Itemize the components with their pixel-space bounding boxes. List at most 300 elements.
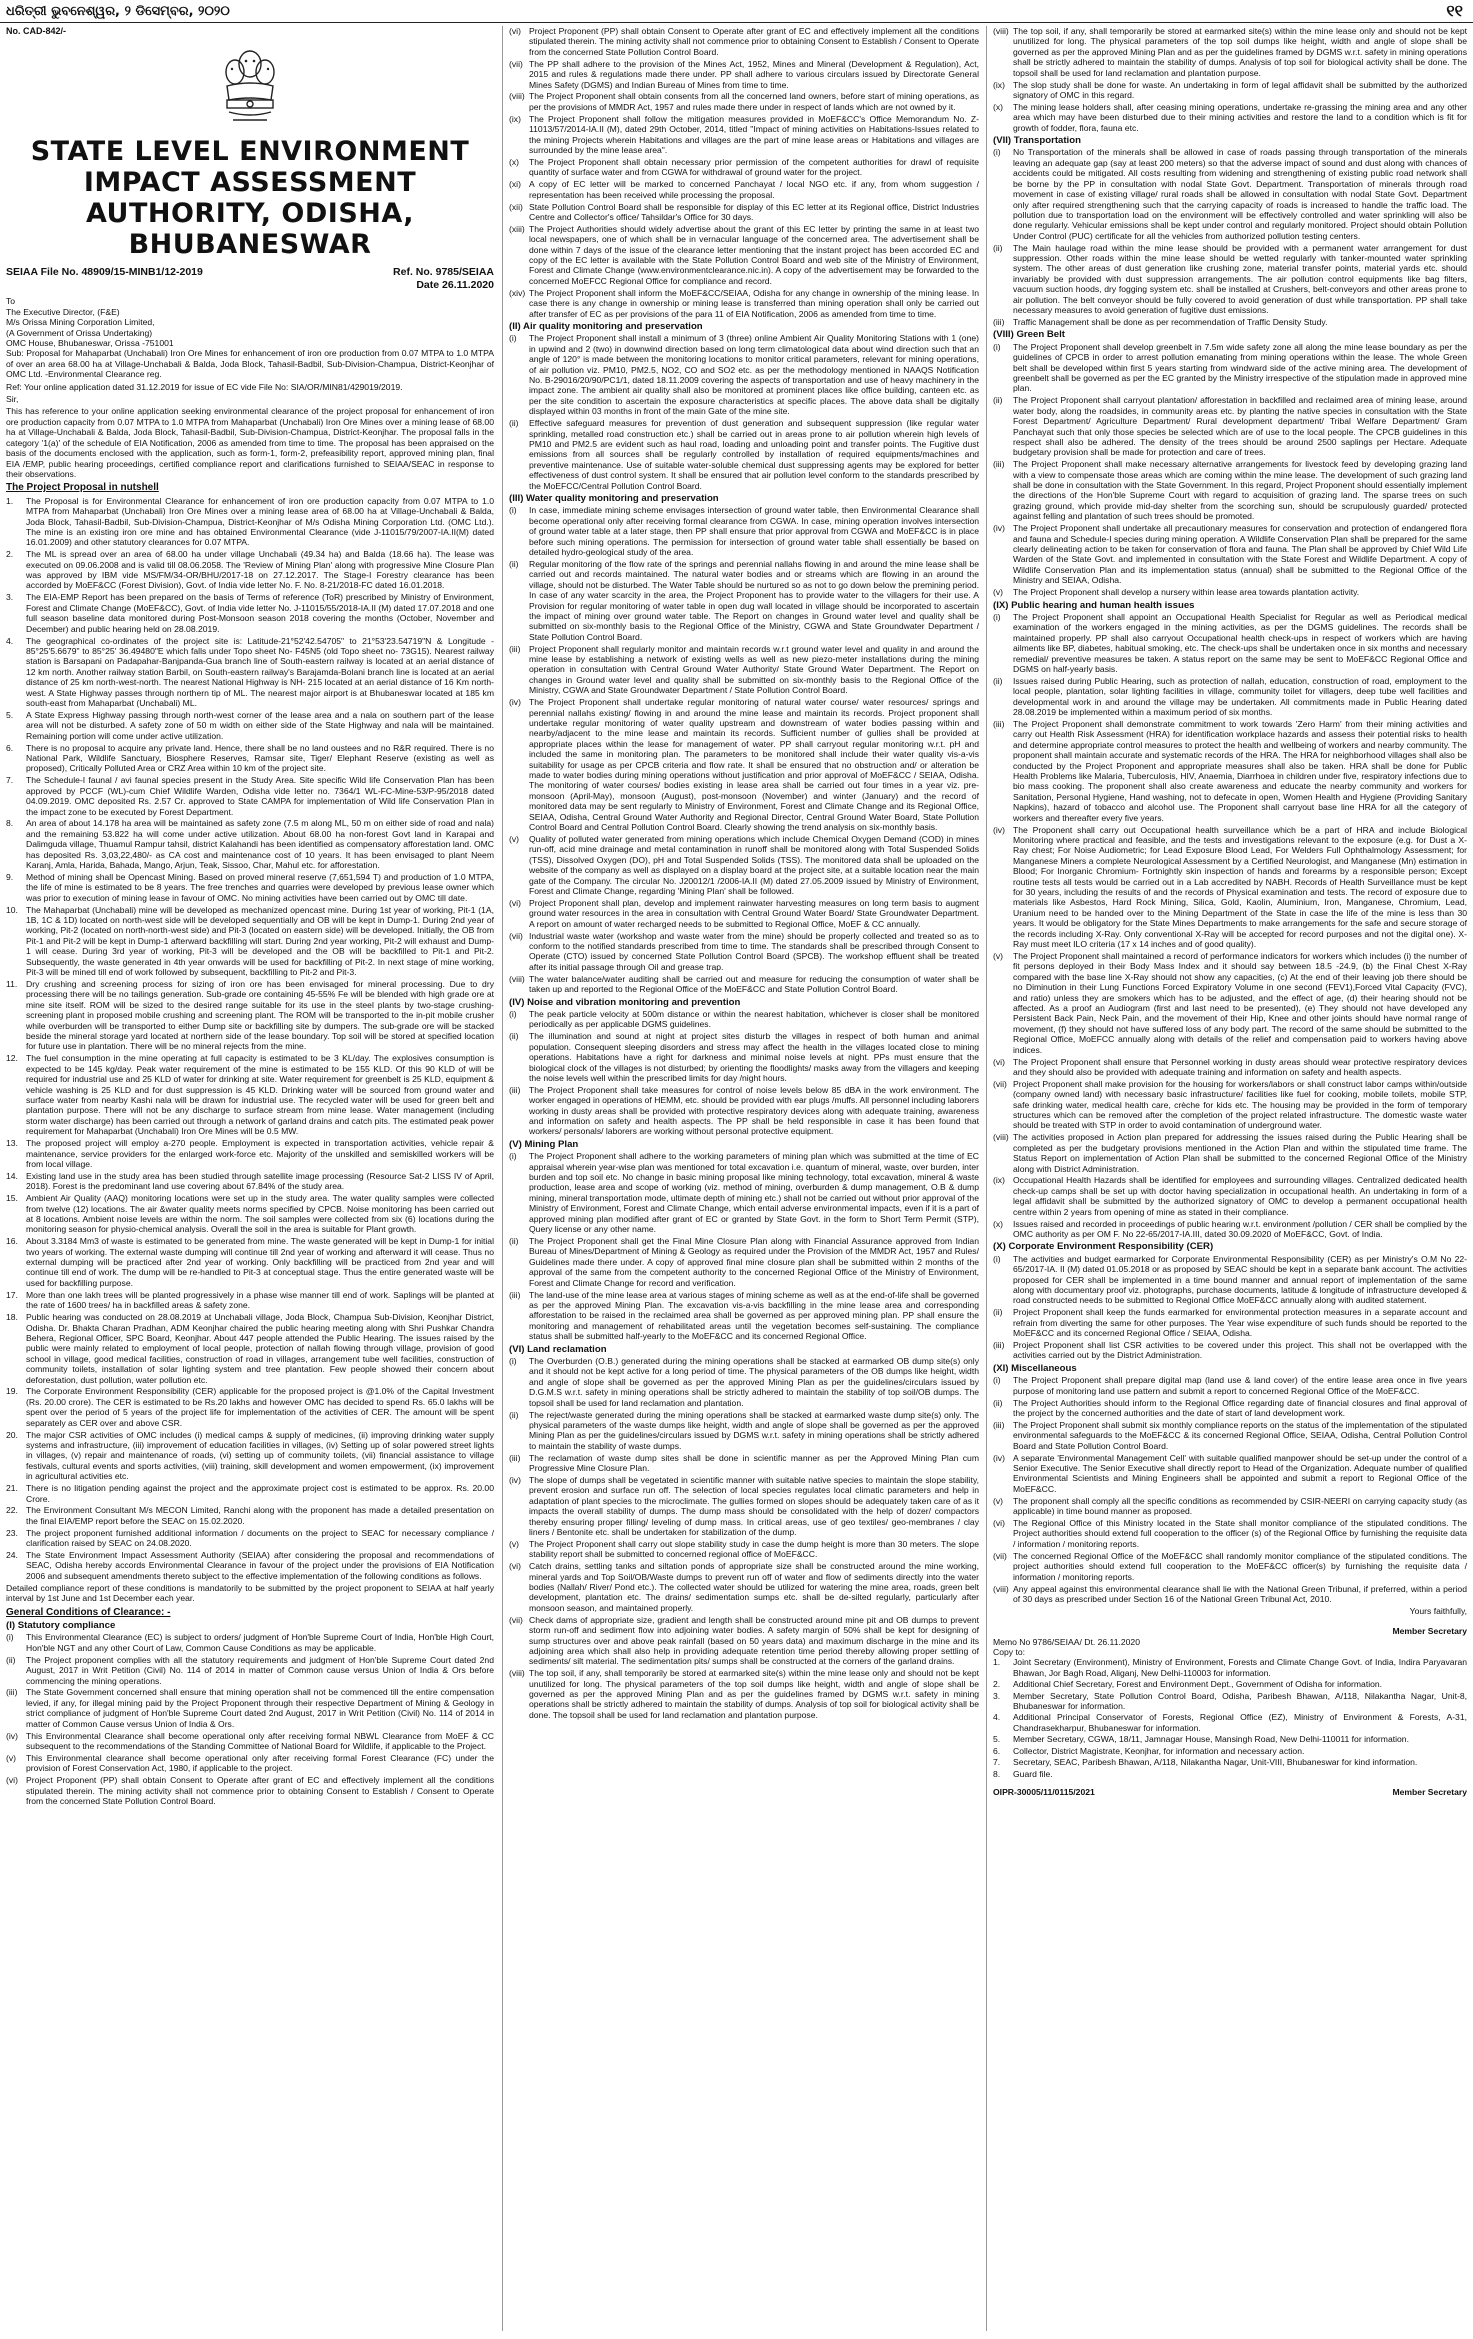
list-item-number: (vi) [509, 1561, 521, 1572]
list-item-text: The Regional Office of this Ministry located in the State shall monitor compliance of the stipulated conditions. The Project authorities should extend full cooperation to the officer (s) of the Regional Office by furnishing the requisite data / information / monitoring reports. [1013, 1518, 1467, 1549]
list-item-text: The Project Proponent shall obtain necessary prior permission of the competent authorities for drawl of requisite quantity of surface water and from CGWA for withdrawal of ground water for the project. [529, 156, 979, 178]
address-line: M/s Orissa Mining Corporation Limited, [6, 317, 155, 328]
list-item-text: The activities and budget earmarked for Corporate Environmental Responsibility (CER) as per Ministry's O.M No 22-65/2017-IA. II (M) dated 01.05.2018 or as proposed by SEAC should be kept in a separate bank account. The activities proposed for CER shall be implemented in a time bound manner and annual report of implementation of the same along with documentary proof viz. photographs, purchase documents, latitude & longitude of infrastructure developed & road constructed needs to be submitted to Regional Office MoEF&CC annually along with audited statement. [1013, 1253, 1467, 1306]
list-item-number: (i) [6, 1632, 14, 1643]
list-item-text: Collector, District Magistrate, Keonjhar, for information and necessary action. [1013, 1745, 1305, 1756]
footer-line [993, 1787, 1467, 1797]
list-item [993, 147, 1467, 241]
list-item-number: (ii) [509, 1031, 519, 1042]
list-item-text: Project Proponent (PP) shall obtain Consent to Operate after grant of EC and effectively implement all the conditions stipulated therein. The mining activity shall not commence prior to obtaining Consent to Establish / Consent to Operate from the concerned State Pollution Control Board. [26, 1775, 494, 1806]
list-item-text: The geographical co-ordinates of the project site is: Latitude-21°52'42.54705" to 21°53'23.54719"N & Longitude - 85°25'5.6679" to 85°25' 36.49480"E which falls under Topo sheet No- F45N5 (old Topo sheet no- 73G15). Nearest railway station is Barsapani on Padapahar-Banjpanda-Gua branch line of South-eastern railway is located at an aerial distance of 12 km north. Another railway station Barbil, on South-eastern railway's Barajamda-Bolani branch line is located at an aerial distance of 25 km north-west-north. The nearest National Highway is NH- 215 located at an aerial distance of 16 Km north-west. A State Highway passes through northern tip of ML. The nearest major airport is at Bhubaneswar located at 185 km south-east from Mahaparbat (Unchabali) ML. [26, 635, 494, 708]
list-item-text: Dry crushing and screening process for sizing of iron ore has been envisaged for mineral processing. Due to dry processing there will be no tailings generation. Sub-grade ore containing 45-55% Fe will be blended with high grade ore at mine site itself. ROM will be sized to the desired range suitable for its use in the steel plants by two-stage crushing-screening plant in proposed mobile crushing and screening plant. The ROM will be transported to the in-pit mobile crusher while overburden will be transported to either Dump site or backfilling site by dumpers. The sub-grade ore will be stacked beside the mineral storage yard located at northern side of the lease boundary. Top soil will be stored at specified location for future use in plantation. There will be no mineral rejects from the mine. [26, 979, 494, 1052]
list-item-text: The Project Proponent shall install a minimum of 3 (three) online Ambient Air Quality Monitoring Stations with 1 (one) in upwind and 2 (two) in downwind direction based on long term climatological data about wind direction such that an angle of 120° is made between the monitoring locations to monitor critical parameters, relevant for mining operations, of air pollution viz. PM10, PM2.5, NO2, CO and SO2 etc. as per the methodology mentioned in NAAQS Notification No. B-29016/20/90/PC1/1, dated 18.11.2009 covering the aspects of transportation and use of heavy machinery in the impact zone. The ambient air quality shall also be monitored at prominent places like office building, canteen etc. as per the site condition to ascertain the exposure characteristics at specific places. The above data shall be digitally displayed within 03 months in front of the main Gate of the mine site. [529, 333, 979, 417]
list-item-number: (ii) [993, 1397, 1003, 1408]
list-item [509, 834, 979, 896]
list-item-text: The slop study shall be done for waste. An undertaking in form of legal affidavit shall be submitted by the authorized signatory of OMC in this regard. [1013, 79, 1467, 100]
list-item [993, 951, 1467, 1055]
list-item-number: (ii) [6, 1654, 16, 1665]
list-item-number: 6. [6, 742, 14, 753]
list-item-text: The Schedule-I faunal / avi faunal species present in the Study Area. Site specific Wild life Conservation Plan has been approved by PCCF (WL)-cum Chief Wildlife Warden, Odisha vide letter no. 7364/1 WL-FC-Mine-53/P-95/2018 dated 04.09.2019. OMC deposited Rs. 2.57 Cr. approved to State CAMPA for implementation of Wild life Conservation Plan in the impact zone to be executed by Forest Department. [26, 775, 494, 817]
list-item [509, 1410, 979, 1452]
list-item-number: 1. [6, 495, 14, 506]
list-item-text: The Project Proponent shall prepare digital map (land use & land cover) of the entire lease area once in five years purpose of monitoring land use pattern and submit a report to concerned Regional Office of the MoEF&CC. [1013, 1375, 1467, 1396]
list-item-number: (xiii) [509, 223, 525, 234]
list-item-number: (vi) [509, 897, 521, 908]
list-item-number: (ii) [993, 675, 1003, 686]
statutory-heading: (I) Statutory compliance [6, 1619, 116, 1631]
list-item-number: (iii) [993, 719, 1005, 729]
air-quality-heading: (II) Air quality monitoring and preservation [509, 320, 703, 332]
list-item-text: Quality of polluted water generated from mining operations which include Chemical Oxygen Demand (COD) in mines run-off, acid mine drainage and metal contamination in runoff shall be monitored along with Total Suspended Solids (TSS), Dissolved Oxygen (DO), pH and Total Suspended Solids (TSS). The monitored data shall be uploaded on the website of the company as well as displayed on a display board at the project site, at a suitable location near the main gate of the Company. The circular No. J20012/1 /2006-IA.II (M) dated 27.05.2009 issued by Ministry of Environment, Forest and Climate Change, regarding 'Mining Plan' shall be followed. [529, 833, 979, 896]
list-item-text: A State Express Highway passing through north-west corner of the lease area and a nala on southern part of the lease area will not be disturbed. A safety zone of 50 m width on either side of the State Highway and nala will be maintained. Remaining portion will come under active utilization. [26, 709, 494, 741]
list-item [6, 1053, 494, 1136]
list-item-text: The Project Proponent shall take measures for control of noise levels below 85 dBA in the work environment. The worker engaged in operations of HEMM, etc. should be provided with ear plugs /muffs. All personnel including laborers working in dusty areas shall be provided with protective respiratory devices along with adequate training, awareness and information on safety and health aspects. The PP shall be held responsible in case it has been found that workers/ personals/ laborers are working without personal protective equipment. [529, 1084, 979, 1137]
list-item-number: 8. [993, 1768, 1001, 1779]
list-item [509, 114, 979, 156]
list-item-number: 24. [6, 1550, 18, 1561]
list-item-number: (iv) [6, 1730, 18, 1741]
list-item-text: The Proponent shall carry out Occupational health surveillance which be a part of HRA and include Biological Monitoring where practical and feasible, and the tests and investigations relevant to the exposure (e.g. for Dust a X-Ray chest; For Noise Audiometric; for Lead Exposure Blood Lead, For Welders Full Ophthalmology Assessment; for Manganese Miners a complete Neurological Assessment by a Certified Neurologist, and Manganese (Mn) estimation in Blood; For Inorganic Chromium- Fortnightly skin inspection of hands and forearms by a responsible person; Except routine tests all tests would be carried out in a Lab accredited by NABH. Records of Health Surveillance must be kept for 30 years, including the results of and the records of Physical examination and tests. The record of exposure due to materials like Asbestos, Hard Rock Mining, Silica, Gold, Kaolin, Aluminium, Iron, Manganese, Chromium, Lead, Uranium need to be handed over to the Mining Department of the State in case the life of the mine is less than 30 years. It would be obligatory for the State Mines Departments to make arrangements for the safe and secure storage of the records including X-Ray. Only conventional X-Ray will be accepted for record purposes and not the digital one). X-Ray must meet ILO criteria (17 x 14 inches and of good quality). [1013, 824, 1467, 950]
list-item-text: The Project Proponent shall ensure that Personnel working in dusty areas should wear protective respiratory devices and they should also be provided with adequate training and information on safety and health aspects. [1013, 1056, 1467, 1077]
memo-number: Memo No 9786/SEIAA/ Dt. 26.11.2020 [993, 1636, 1140, 1647]
list-item-text: The reject/waste generated during the mining operations shall be stacked at earmarked waste dump site(s) only. The physical parameters of the waste dumps like height, width and angle of slope shall be governed as per the approved Mining Plan as per the guidelines/circulars issued by DGMS w.r.t. safety in mining operations shall be strictly adhered to maintain the stability of waste dumps. [529, 1409, 979, 1451]
list-item [6, 1386, 494, 1428]
list-item [509, 1031, 979, 1083]
cad-number: No. CAD-842/- [6, 26, 67, 36]
list-item-number: (x) [509, 156, 520, 167]
list-item-number: (i) [509, 1008, 517, 1019]
list-item-text: The top soil, if any, shall temporarily be stored at earmarked site(s) within the mine lease only and should not be kept unutilized for long. The physical parameters of the top soil dumps like height, width and angle of slope shall be governed as per the approved Mining Plan and as per the guidelines framed by DGMS w.r.t. safety in mining operations shall be strictly adhered to maintain the stability of dumps. Analysis of top soil for biological activity shall be done. The topsoil shall be used for land reclamation and plantation purpose. [1013, 26, 1467, 78]
list-item-number: (iii) [509, 1452, 521, 1463]
list-item-number: (ii) [509, 1409, 519, 1420]
list-item-number: 7. [6, 775, 14, 786]
list-item [6, 1236, 494, 1288]
list-item-number: (iii) [509, 643, 521, 654]
list-item-text: Member Secretary, State Pollution Control Board, Odisha, Paribesh Bhawan, A/118, Nilakantha Nagar, Unit-8, Bhubaneswar for information. [1013, 1690, 1467, 1712]
list-item [509, 1539, 979, 1560]
public-health-list [993, 612, 1467, 1239]
list-item-text: The proponent shall comply all the specific conditions as recommended by CSIR-NEERI on carrying capacity study (as applicable) in time bound manner as proposed. [1013, 1495, 1467, 1517]
letter-date: Date 26.11.2020 [416, 279, 494, 292]
cer-heading: (X) Corporate Environment Responsibility (CER) [993, 1241, 1214, 1253]
list-item [993, 1496, 1467, 1517]
land-reclamation-list-part-1 [509, 1356, 979, 1720]
list-item-text: Project Proponent shall plan, develop and implement rainwater harvesting measures on long term basis to augment ground water resources in the area in consultation with Central Ground Water Board/ State Groundwater Department. A report on amount of water recharged needs to be submitted to Regional Office, MoEF & CC annually. [529, 897, 979, 929]
list-item-text: The Project Proponent shall adhere to the working parameters of mining plan which was submitted at the time of EC appraisal wherein year-wise plan was mentioned for total excavation i.e. quantum of mineral, waste, over burden, inter burden and top soil etc. No change in basic mining proposal like mining technology, total excavation, mineral & waste production, lease area and scope of working (viz. method of mining, overburden & dump management, O.B & dump mining, mineral transportation mode, ultimate depth of mining etc.) shall not be carried out without prior approval of the Ministry of Environment, Forest and Climate Change, which entail adverse environmental impacts, even if it is a part of approved mining plan modified after grant of EC or granted by State Govt. in the form to Short Term Permit (STP), Query license or any other name. [529, 1151, 979, 1235]
list-item-text: Member Secretary, CGWA, 18/11, Jamnagar House, Mansingh Road, New Delhi-110011 for information. [1013, 1734, 1409, 1745]
list-item-text: Project Proponent (PP) shall obtain Consent to Operate after grant of EC and effectively implement all the conditions stipulated therein. The mining activity shall not commence prior to obtaining Consent to Establish / Consent to Operate from the concerned State Pollution Control Board. [529, 26, 979, 57]
list-item-number: 18. [6, 1312, 18, 1323]
address-line: OMC House, Bhubaneswar, Orissa -751001 [6, 338, 174, 349]
list-item-text: The mining lease holders shall, after ceasing mining operations, undertake re-grassing the mining area and any other area which may have been disturbed due to their mining activities and restore the land to a condition which is fit for growth of fodder, flora, fauna etc. [1013, 101, 1467, 133]
list-item-number: 15. [6, 1193, 18, 1204]
list-item-number: (vi) [993, 1056, 1005, 1067]
list-item-number: (v) [509, 833, 520, 844]
list-item [6, 636, 494, 709]
list-item-number: (ix) [509, 113, 521, 124]
list-item [6, 1528, 494, 1549]
list-item [993, 459, 1467, 521]
list-item-number: (i) [993, 611, 1001, 622]
list-item-number: (i) [993, 1375, 1001, 1386]
list-item-text: The EIA-EMP Report has been prepared on the basis of Terms of reference (ToR) prescribed by Ministry of Environment, Forest and Climate Change (MoEF&CC), Govt. of India vide letter No. J-11015/55/2018-IA.II (M) dated 17.07.2018 and one full season baseline data monitored during Post-Monsoon season 2018 covering the months (October, November and December) and public hearing held on 28.08.2019. [26, 592, 494, 634]
list-item [6, 1505, 494, 1526]
list-item-text: Effective safeguard measures for prevention of dust generation and subsequent suppression (like regular water sprinkling, metalled road construction etc.) shall be carried out in areas prone to air pollution wherein high levels of PM10 and PM2.5 are evident such as haul road, loading and unloading point and transfer points. The Fugitive dust emissions from all sources shall be regularly controlled by installation of required equipments/machines and preventive maintenance. Use of suitable water-soluble chemical dust suppressing agents may be explored for better effectiveness of dust control system. It shall be ensured that air pollution level conform to the standards prescribed by the MoEFCC/Central Pollution Control Board. [529, 418, 979, 491]
signatory: Member Secretary [1392, 1626, 1467, 1637]
list-item-text: Traffic Management shall be done as per recommendation of Traffic Density Study. [1013, 316, 1328, 327]
list-item [6, 979, 494, 1052]
list-item-text: The Project Proponent shall submit six monthly compliance reports on the status of the implementation of the stipulated environmental safeguards to the MoEF&CC & its concerned Regional Office, SEIAA, Odisha, Central Pollution Control Board and State Pollution Control Board. [1013, 1419, 1467, 1451]
list-item-number: (xii) [509, 201, 523, 212]
list-item-number: 5. [993, 1734, 1001, 1745]
list-item-text: State Pollution Control Board shall be responsible for display of this EC letter at its Regional office, District Industries Centre and Collector's office/ Tahsildar's Office for 30 days. [529, 201, 979, 222]
list-item [993, 612, 1467, 674]
list-item [993, 1057, 1467, 1078]
list-item-number: (xi) [509, 179, 521, 190]
list-item-text: The Project Proponent shall carry out slope stability study in case the dump height is more than 30 meters. The slope stability report shall be submitted to concerned regional office of MoEF&CC. [529, 1538, 979, 1560]
closing-block [993, 1606, 1467, 1637]
list-item-text: Method of mining shall be Opencast Mining. Based on proved mineral reserve (7,651,594 T) and production of 1.0 MTPA, the life of mine is estimated to be 8 years. The free trenches and quarries were developed by previous lease owner which was prior to execution of mining lease in favour of OMC. No mining activities have been carried out by OMC till date. [26, 871, 494, 903]
list-item-text: The Project Proponent shall appoint an Occupational Health Specialist for Regular as well as Periodical medical examination of the workers engaged in the mining activities, as per the DGMS guidelines. The records shall be maintained properly. PP shall also carryout Occupational health check-ups in respect of workers which are having ailments like BP, diabetes, habitual smoking, etc. The check-ups shall be undertaken once in six months and necessary remedial/ preventive measures be taken. A status report on the same may be sent to MoEF&CC Regional Office and DGMS on half-yearly basis. [1013, 611, 1467, 674]
national-emblem-icon [215, 42, 285, 132]
list-item-number: 21. [6, 1483, 18, 1494]
list-item [6, 905, 494, 978]
list-item [6, 1655, 494, 1686]
list-item-number: (v) [509, 1538, 520, 1549]
list-item [993, 1657, 1467, 1678]
list-item [509, 1561, 979, 1613]
list-item-text: This Environmental Clearance (EC) is subject to orders/ judgment of Hon'ble Supreme Court of India, Hon'ble High Court, Hon'ble NGT and any other Court of Law, Common Cause Conditions as may be applicable. [26, 1632, 494, 1653]
list-item-number: (x) [993, 1218, 1004, 1229]
list-item-number: (iv) [509, 697, 521, 708]
list-item-text: The top soil, if any, shall temporarily be stored at earmarked site(s) within the mine lease only and should not be kept unutilized for long. The physical parameters of the top soil dumps like height, width and angle of slope shall be governed as per the approved Mining Plan and as per the guidelines framed by DGMS w.r.t. safety in mining operations shall be strictly adhered to maintain the stability of dumps. Analysis of top soil for biological activity shall be done. The topsoil shall be used for land reclamation and plantation purpose. [529, 1668, 979, 1720]
list-item [509, 91, 979, 112]
copy-to-label: Copy to: [993, 1647, 1026, 1658]
list-item-number: 3. [6, 592, 14, 603]
list-item-text: The Project Authorities should widely advertise about the grant of this EC letter by printing the same in at least two local newspapers, one of which shall be in vernacular language of the concerned area. The advertisement shall be done within 7 days of the issue of the clearance letter mentioning that the instant project has been accorded EC and copy of the EC letter is available with the State Pollution Control Board and web site of the Ministry of Environment, Forest and Climate Change (www.environmentclearance.nic.in). A copy of the advertisement may be forwarded to the concerned MoEFCC Regional Office for compliance and record. [529, 223, 979, 286]
list-item [993, 1079, 1467, 1131]
list-item-text: This Environmental Clearance shall become operational only after receiving formal NBWL Clearance from MoEF & CC subsequent to the recommendations of the Standing Committee of National Board for Wildlife, if applicable to the Project. [26, 1730, 494, 1751]
list-item [993, 1746, 1467, 1756]
list-item-text: The slope of dumps shall be vegetated in scientific manner with suitable native species to maintain the slope stability, prevent erosion and surface run off. The selection of local species regulates local climatic parameters and help in adaptation of plant species to the microclimate. The gullies formed on slopes should be adequately taken care of as it impacts the overall stability of dumps. The dump mass should be consolidated with the help of dozer/ compactors thereby ensuring proper filling/ leveling of dump mass. In critical areas, use of geo textiles/ geo-membranes / clay liners / Bentonite etc. shall be undertaken for stabilization of the dump. [529, 1474, 979, 1537]
list-item [993, 342, 1467, 394]
list-item-number: (i) [509, 505, 517, 516]
list-item-text: The Project Authorities should inform to the Regional Office regarding date of financial closures and final approval of the project by the concerned authorities and the date of start of land development work. [1013, 1397, 1467, 1418]
list-item-number: (viii) [509, 973, 525, 984]
list-item-text: The land-use of the mine lease area at various stages of mining scheme as well as at the end-of-life shall be governed as per the approved Mining Plan. The excavation vis-a-vis backfilling in the mine lease area and corresponding afforestation to be raised in the reclaimed area shall be governed as per approved mining plan. PP shall ensure the monitoring and management of rehabilitated areas until the vegetation becomes self-sustaining. The compliance status shall be submitted half-yearly to the MoEF&CC and its concerned Regional Office. [529, 1289, 979, 1342]
list-item-number: (iii) [993, 459, 1005, 470]
list-item-text: The Project Proponent shall maintained a record of performance indicators for workers which includes (i) the number of fit persons deployed in their Body Mass Index and it should say between 18.5 -24.9, (b) the Final Chest X-Ray compared with the base line X-Ray should not show any capacities, (c) At the end of their leaving job there should be no Diminution in their Lung Functions Forced Expiratory Volume in one second (FEV1),Forced Vital Capacity (FVC), and ratio) unless they are smokers which has to be adjusted, and the effect of age, (d) their hearing should not be affected. As a proof an Audiogram (first and last need to be presented), (e) They should not have developed any Persistent Back Pain, Neck Pain, and the movement of their Hip, Knee and other joints should have normal range of movement, (f) they should not have suffered loss of any body part. The record of the same should be submitted to the Regional Office, MoEFCC annually along with details of the relief and compensation paid to workers having above indices. [1013, 950, 1467, 1055]
list-item-text: The Project proponent complies with all the statutory requirements and judgment of Hon'ble Supreme Court dated 2nd August, 2017 in Writ Petition (Civil) No. 114 of 2014 in matter of Common cause versus Union of India & Ors before commencing the mining operations. [26, 1654, 494, 1686]
list-item-number: (ii) [509, 418, 519, 429]
list-item-text: The PP shall adhere to the provision of the Mines Act, 1952, Mines and Mineral (Development & Regulation), Act, 2015 and rules & regulations made there under. PP shall adhere to various circulars issued by Directorate General Mines Safety (DGMS) and Indian Bureau of Mines from time to time. [529, 58, 979, 90]
mining-plan-heading: (V) Mining Plan [509, 1138, 579, 1150]
land-reclamation-list-part-2 [993, 26, 1467, 133]
list-item-number: (v) [993, 587, 1004, 598]
list-item-text: Issues raised and recorded in proceedings of public hearing w.r.t. environment /pollution / CER shall be complied by the OMC authority as per OM F. No 22-65/2017-IA.III, dated 30.09.2020 of MoEF&CC, Govt. of India. [1013, 1218, 1467, 1239]
list-item-text: There is no proposal to acquire any private land. Hence, there shall be no land oustees and no R&R required. There is no National Park, Wildlife Sanctuary, Biosphere Reserves, Ramsar site, Tiger/ Elephant Reserve (existing as well as proposed), Critically Polluted Area or CRZ Area within 10 km of the project site. [26, 742, 494, 774]
list-item-number: 1. [993, 1657, 1001, 1668]
list-item-text: Any appeal against this environmental clearance shall lie with the National Green Tribunal, if preferred, within a period of 30 days as prescribed under Section 16 of the National Green Tribunal Act, 2010. [1013, 1583, 1467, 1604]
list-item [993, 243, 1467, 316]
subject: Sub: Proposal for Mahaparbat (Unchabali) Iron Ore Mines for enhancement of iron ore production from 0.07 MTPA to 1.0 MTPA of over an area 68.00 ha at Village-Unchabali & Balda, Joda Block, Tahasil-Badbil, Sub-Division-Champua, District-Keonjhar of OMC Ltd. -Environmental Clearance reg. [6, 348, 494, 380]
address-line: The Executive Director, (F&E) [6, 306, 120, 317]
list-item-text: The State Environment Impact Assessment Authority (SEIAA) after considering the proposal and recommendations of SEAC, Odisha hereby accords Environmental Clearance in favour of the project under the provisions of EIA Notification 2006 and subsequent amendments thereto subject to the effective implementation of the following conditions as follows. [26, 1550, 494, 1581]
column-2 [502, 26, 979, 2331]
list-item-number: 23. [6, 1527, 18, 1538]
list-item [509, 288, 979, 319]
list-item-text: Regular monitoring of the flow rate of the springs and perennial nallahs flowing in and around the mine lease shall be carried out and records maintained. The natural water bodies and or streams which are flowing in an around the village, should not be disturbed. The Water Table should be nurtured so as not to go down below the premining period. In case of any water scarcity in the area, the Project Proponent has to provide water to the villagers for their use. A Provision for regular monitoring of water table in open dug wall located in village should be incorporated to ascertain the impact of mining over ground water table. The Report on changes in Ground water level and quality shall be submitted on six-monthly basis to the Regional Office of the Ministry, CGWA and State Groundwater Department / State Pollution Control Board. [529, 558, 979, 642]
list-item-number: 2. [6, 549, 14, 560]
list-item [993, 1132, 1467, 1174]
list-item-number: (iii) [6, 1687, 18, 1698]
list-item-number: 3. [993, 1690, 1001, 1701]
list-item-number: 4. [6, 635, 14, 646]
list-item [993, 1518, 1467, 1549]
file-number: SEIAA File No. 48909/15-MINB1/12-2019 [6, 266, 203, 279]
list-item-text: Additional Principal Conservator of Forests, Regional Office (EZ), Ministry of Environment & Forests, A-31, Chandrasekharpur, Bhubaneswar for information. [1013, 1712, 1467, 1733]
list-item-text: There is no litigation pending against the project and the approximate project cost is estimated to be approx. Rs. 20.00 Crore. [26, 1483, 494, 1504]
list-item-text: The State Government concerned shall ensure that mining operation shall not be commenced till the entire compensation levied, if any, for illegal mining paid by the Project Proponent through their respective Department of Mining & Geology in strict compliance of judgment of Hon'ble Supreme Court dated 2nd August, 2017 in Writ Petition (Civil) No. 114 of 2014 in matter of Common Cause versus Union of India & Ors. [26, 1687, 494, 1729]
statutory-list-part-1 [6, 1632, 494, 1806]
list-item-number: (viii) [993, 1583, 1009, 1594]
list-item [6, 1290, 494, 1311]
list-item-text: The concerned Regional Office of the MoEF&CC shall randomly monitor compliance of the stipulated conditions. The project authorities should extend full cooperation to the MoEF&CC officer(s) by furnishing the requisite data / information / monitoring reports. [1013, 1550, 1467, 1582]
list-item [6, 1731, 494, 1752]
list-item-text: The Project Proponent shall develop a nursery within lease area towards plantation activity. [1013, 587, 1360, 598]
list-item [6, 1550, 494, 1581]
list-item-number: 4. [993, 1712, 1001, 1723]
compliance-paragraph: Detailed compliance report of these conditions is mandatorily to be submitted by the project proponent to SEIAA at half yearly interval by 1st June and 1st December each year. [6, 1582, 494, 1604]
list-item [993, 1551, 1467, 1582]
list-item-number: 19. [6, 1386, 18, 1397]
list-item-number: (vi) [509, 26, 521, 36]
list-item [993, 1175, 1467, 1217]
list-item [6, 775, 494, 817]
footer-signatory: Member Secretary [1392, 1786, 1467, 1797]
list-item-number: (i) [509, 1151, 517, 1162]
list-item [6, 592, 494, 634]
list-item-number: (iii) [993, 1340, 1005, 1351]
list-item-text: Project Proponent shall list CSR activities to be covered under this project. This shall not be overlapped with the activities carried out by the District Administration. [1013, 1340, 1467, 1361]
noise-list [509, 1009, 979, 1137]
list-item-text: The major CSR activities of OMC includes (i) medical camps & supply of medicines, (ii) improving drinking water supply systems and infrastructure, (iii) improvement of education facilities in villages, (iv) Setting up of solar powered street lights in villages, (v) repair and maintenance of roads, (vi) setting up of community toilets, (vii) financial assistance to village festivals, cultural events and sports activities, (viii) training, skill development and women empowerment, (ix) improvement in agricultural activities etc. [26, 1429, 494, 1482]
list-item [993, 1712, 1467, 1733]
list-item [993, 523, 1467, 585]
list-item [6, 496, 494, 548]
list-item [6, 743, 494, 774]
list-item-text: The Mahaparbat (Unchabali) mine will be developed as mechanized opencast mine. During 1st year of working, Pit-1 (1A, 1B, 1C & 1D) located on north-west side will be developed sequentially and OB will be kept in Dump-1. During 2nd year of working, Pit-2 (located on north-north-west side) and Pit-3 (located on eastern side) will be developed. Initially, the OB from Pit-1 and Pit-2 will be kept in Dump-1 afterward backfilling will start. During 2nd year working, Pit-2 will exhaust and Dump-1 will cease. During 3rd year of working, Pit-3 will be developed and the OB will be backfilled to Pit-1 and Pit-2. Subsequently, the waste generated in 4th year onwards will be used for backfilling of Pit-2. In next stage of mine working, Pit-3 will be mined till end of work followed by subsequent, backfilling to Pit-2 and Pit-3. [26, 904, 494, 978]
list-item-number: 2. [993, 1679, 1001, 1690]
list-item [509, 1475, 979, 1537]
list-item-text: Public hearing was conducted on 28.08.2019 at Unchabali village, Joda Block, Champua Sub-Division, Keonjhar District, Odisha. Dr. Bhakta Charan Pradhan, ADM Keonjhar chaired the public hearing meeting along with Shri Pushkar Chandra Behera, Regional Officer, SPC Board, Keonjhar. About 447 people attended the Public Hearing. The issues raised by the public were mainly related to employment of local people, protection of nallah flowing through village, provision of good school in village, good medical facilities, construction of road in villages, arrangement tube well facilities, construction of community toilets, installation of solar lighting system and tree plantation. Few people showed their concern about deforestation, dust pollution, water pollution etc. [26, 1312, 494, 1385]
list-item-number: (iii) [993, 316, 1005, 327]
list-item [6, 818, 494, 870]
list-item-number: (v) [993, 1495, 1004, 1506]
notice-page [6, 26, 1466, 2335]
list-item-number: 14. [6, 1170, 18, 1181]
proposal-heading: The Project Proposal in nutshell [6, 482, 159, 494]
green-belt-list [993, 342, 1467, 598]
list-item-text: Additional Chief Secretary, Forest and Environment Dept., Government of Odisha for information. [1013, 1679, 1383, 1690]
list-item [509, 1453, 979, 1474]
list-item-number: 13. [6, 1138, 18, 1149]
list-item-text: The Project Proponent shall carryout plantation/ afforestation in backfilled and reclaimed area of mining lease, around water body, along the roadsides, in community areas etc. by planting the native species in consultation with the State Forest Department/ Agriculture Department/ Rural development department/ Tribal Welfare Department/ Gram Panchayat such that only those species be selected which are of use to the local people. The CPCB guidelines in this respect shall also be adhered. The density of the trees should be around 2500 saplings per Hectare. Adequate budgetary provision shall be made for protection and care of trees. [1013, 395, 1467, 458]
list-item [509, 202, 979, 223]
list-item-number: 7. [993, 1757, 1001, 1768]
list-item [509, 697, 979, 832]
list-item-number: (iv) [993, 523, 1005, 534]
list-item-text: The reclamation of waste dump sites shall be done in scientific manner as per the Approved Mining Plan cum Progressive Mine Closure Plan. [529, 1452, 979, 1474]
list-item-number: (vi) [6, 1775, 18, 1786]
list-item-text: Issues raised during Public Hearing, such as protection of nallah, education, construction of road, employment to the local people, plantation, solar lighting facilities in village, community toilet for villagers, deep tube well facilities and developmental work in and around the village may be undertaken. All commitments made in Public Hearing dated 28.08.2019 be implemented within a maximum period of six months. [1013, 675, 1467, 718]
column-3 [986, 26, 1467, 2331]
list-item-number: (i) [509, 333, 517, 344]
list-item-text: The Project Proponent shall obtain consents from all the concerned land owners, before start of mining operations, as per the provisions of MMDR Act, 1957 and rules made there under in respect of lands which are not owned by it. [529, 91, 979, 112]
file-reference-line [6, 266, 494, 279]
list-item [6, 1430, 494, 1482]
list-item [6, 1483, 494, 1504]
list-item [6, 1687, 494, 1729]
list-item [993, 1691, 1467, 1712]
list-item-number: 12. [6, 1053, 18, 1064]
list-item [6, 1632, 494, 1653]
list-item-number: 10. [6, 904, 18, 915]
list-item-number: (iv) [509, 1474, 521, 1485]
list-item-text: Project Proponent shall regularly monitor and maintain records w.r.t ground water level and quality in and around the mine lease by establishing a network of existing wells as well as new piezo-meter installations during the mining operation in consultation with Central Ground Water Authority/ State Ground Water Department. The Report on changes in Ground water level and quality shall be submitted on six-monthly basis to the Regional Office of the Ministry, CGWA and State Groundwater Department / State Pollution Control Board. [529, 643, 979, 696]
public-health-heading: (IX) Public hearing and human health issues [993, 599, 1195, 611]
list-item [993, 676, 1467, 718]
list-item-number: (i) [993, 1253, 1001, 1264]
list-item-text: The fuel consumption in the mine operating at full capacity is estimated to be 3 KL/day. The explosives consumption is expected to be 145 kg/day. Peak water requirement of the mine is estimated to be 155 KLD. Of this 90 KLD of will be required for industrial use and 25 KLD of water for drinking at site. Water requirement for greenbelt is 25 KLD, equipment & vehicle washing is 25 KLD and for dust suppression is 45 KLD. Drinking water will be sourced from ground water and surface water from nearby Kashi nala will be drawn for industrial use. The recycled water will be used for green belt and plantation purpose. There will not be any discharge to surface stream from mine lease. Water management (including storm water discharge) has been carried out through a network of garland drains and catch pits. The estimated peak power requirement for Mahaparbat (Unchabali) Iron Ore Mines will be 0.5 MW. [26, 1053, 494, 1137]
closing-text: Yours faithfully, [1409, 1605, 1467, 1616]
list-item [993, 1307, 1467, 1338]
list-item-text: The Project Proponent shall develop greenbelt in 7.5m wide safety zone all along the mine lease boundary as per the guidelines of CPCB in order to arrest pollution emanating from mining operations within the lease. The whole Green belt shall be developed within first 5 years starting from windward side of the active mining area. The development of greenbelt shall be governed as per the EC granted by the Ministry irrespective of the stipulation made in approved mine plan. [1013, 341, 1467, 394]
list-item-number: (ix) [993, 1175, 1005, 1186]
list-item-number: (ix) [993, 79, 1005, 90]
list-item-text: Catch drains, settling tanks and siltation ponds of appropriate size shall be constructed around the mine working, mineral yards and Top Soil/OB/Waste dumps to prevent run off of water and flow of sediments directly into the water bodies (Nallah/ River/ Pond etc.). The collected water should be utilized for watering the mine area, roads, green belt development, plantation etc. The drains/ sedimentation sumps etc. shall be de-silted regularly, particularly after monsoon season, and maintained properly. [529, 1561, 979, 1613]
list-item-text: Secretary, SEAC, Paribesh Bhawan, A/118, Nilakantha Nagar, Unit-VIII, Bhubaneswar for kind information. [1013, 1757, 1418, 1768]
green-belt-heading: (VIII) Green Belt [993, 329, 1065, 341]
list-item-number: (v) [993, 950, 1004, 961]
list-item-text: Joint Secretary (Environment), Ministry of Environment, Forests and Climate Change Govt. of India, Indira Paryavaran Bhawan, Jor Bagh Road, Aliganj, New Delhi-110003 for information. [1013, 1657, 1467, 1678]
list-item-number: 8. [6, 818, 14, 829]
list-item [509, 559, 979, 642]
list-item-number: (vii) [509, 58, 523, 69]
list-item-text: The Project Proponent shall undertake all precautionary measures for conservation and protection of endangered flora and fauna and Schedule-I species during mining operation. A Wildlife Conservation Plan shall be prepared for the same clearly delineating action to be taken for conservation of flora and fauna. The Plan shall be approved by Chief Wild Life Warden of the State Govt. and implemented in consultation with the State Forest and Wildlife Department. A copy of Wildlife Conservation Plan and its implementation status (annual) shall be submitted to the Regional Office of the Ministry and SEIAA, Odisha. [1013, 523, 1467, 586]
list-item-number: (ii) [993, 242, 1003, 253]
list-item-text: A separate 'Environmental Management Cell' with suitable qualified manpower should be set-up under the control of a Senior Executive. The Senior Executive shall directly report to Head of the Organization. Adequate number of qualified Environmental Scientists and Mining Engineers shall be appointed and submit a report to Regional Office of the MoEF&CC. [1013, 1452, 1467, 1494]
list-item [993, 1420, 1467, 1451]
list-item-number: (x) [993, 101, 1004, 112]
list-item [6, 1193, 494, 1235]
copy-to-list [993, 1657, 1467, 1778]
intro-paragraph: This has reference to your online application seeking environmental clearance of the project proposal for enhancement of iron ore production capacity from 0.07 MTPA to 1.0 MTPA from Mahaparbat (Unchabali) Iron Ore Mines over a mining lease of 68.00 ha at Village-Unchabali & Balda, Joda Block, Tahasil-Badbil, Sub-Division-Champua, District-Keonjhar. The proposal falls in the category '1(a)' of the schedule of EIA Notification, 2006 as amended from time to time. The proposal has been appraised on the basis of the documents enclosed with the application, such as form-1, form-2, prefeasibility report, approved mining plan, final EIA /EMP, public hearing proceedings, certified compliance report and clarifications furnished to SEIAA/SEAC in response to their observations. [6, 406, 494, 479]
authority-title: STATE LEVEL ENVIRONMENT IMPACT ASSESSMENT AUTHORITY, ODISHA, BHUBANESWAR [30, 136, 470, 261]
list-item-text: Guard file. [1013, 1768, 1053, 1779]
reference: Ref: Your online application dated 31.12.2019 for issue of EC vide File No: SIA/OR/MIN81/429019/2019. [6, 381, 403, 392]
salutation: Sir, [6, 394, 19, 405]
list-item [509, 224, 979, 286]
list-item [993, 1398, 1467, 1419]
list-item-number: (iii) [509, 1084, 521, 1095]
list-item-number: (vii) [509, 1614, 523, 1625]
list-item-text: More than one lakh trees will be planted progressively in a phase wise manner till end of work. Saplings will be planted at the rate of 1600 trees/ ha in backfilled areas & safety zone. [26, 1289, 494, 1311]
list-item-number: (iv) [993, 1452, 1005, 1463]
list-item [509, 1356, 979, 1408]
list-item-text: The Environment Consultant M/s MECON Limited, Ranchi along with the proponent has made a detailed presentation on the final EIA/EMP report before the SEAC on 15.02.2020. [26, 1505, 494, 1526]
list-item-text: The Proposal is for Environmental Clearance for enhancement of iron ore production capacity from 0.07 MTPA to 1.0 MTPA from Mahaparbat (Unchabali) Iron Ore Mines over a mining lease area of 68.00 ha at Village-Unchabali & Balda, Joda Block, Tahasil-Badbil, Sub-Division-Champua, District-Keonjhar of M/s Odisha Mining Corporation Ltd. (OMC Ltd.). The mine is an existing iron ore mine and has obtained Environmental Clearance (vide J-11015/79/2007-IA.II(M) dated 16.01.2009) and other statutory clearances for 0.07 MTPA. [26, 495, 494, 548]
water-quality-list [509, 505, 979, 994]
list-item-number: (iii) [993, 1419, 1005, 1430]
list-item-text: The Project Proponent shall demonstrate commitment to work towards 'Zero Harm' from their mining activities and carry out Health Risk Assessment (HRA) for identification workplace hazards and assess their potential risks to health and determine appropriate control measures to protect the health and wellbeing of workers and nearby community. The proponent shall maintain accurate and systematic records of the HRA. The HRA for neighborhood villages shall also be conducted by the Project Proponent and appropriate measures shall also be taken. HRA shall be done for Public Health Problems like Malaria, Tuberculosis, HIV, Anaemia, Diarrhoea in children under five, respiratory infections due to bio mass cooking. The proponent shall also create awareness and educate the nearby community and workers for Sanitation, Personal Hygiene, Hand washing, not to defecate in open, Women Health and Hygiene (Providing Sanitary Napkins), hazard of tobacco and alcohol use. The Proponent shall carryout base line HRA for all the category of workers and thereafter every five years. [1013, 719, 1467, 823]
list-item-number: (viii) [993, 26, 1009, 36]
address-line: To [6, 296, 16, 307]
general-conditions-heading: General Conditions of Clearance: - [6, 1606, 171, 1618]
newspaper-date-line: ଧରିତ୍ରୀ ଭୁବନେଶ୍ୱର, ୨ ଡିସେମ୍ବର, ୨୦୨୦ [6, 3, 230, 19]
list-item [509, 418, 979, 491]
address-line: (A Government of Orissa Undertaking) [6, 327, 153, 338]
list-item-number: 20. [6, 1429, 18, 1440]
list-item-number: (vii) [509, 930, 523, 941]
list-item [993, 719, 1467, 823]
list-item-text: The proposed project will employ a-270 people. Employment is expected in transportation activities, vehicle repair & maintenance, service providers for the enlarged work-force etc. Majority of the unskilled and semiskilled workers will be from local village. [26, 1138, 494, 1169]
list-item-text: Project Proponent shall make provision for the housing for workers/labors or shall construct labor camps within/outside (company owned land) with necessary basic infrastructure/ facilities like fuel for cooking, mobile toilets, mobile STP, safe drinking water, medical health care, crèche for kids etc. The housing may be provided in the form of temporary structures which can be removed after the completion of the project related infrastructure. The domestic waste water should be treated with STP in order to avoid contamination of underground water. [1013, 1078, 1467, 1131]
list-item-text: A copy of EC letter will be marked to concerned Panchayat / local NGO etc. if any, from whom suggestion / representation has been received while processing the proposal. [529, 179, 979, 200]
list-item-text: Check dams of appropriate size, gradient and length shall be constructed around mine pit and OB dumps to prevent storm run-off and sediment flow into adjoining water bodies. A safety margin of 50% shall be kept for designing of sump structures over and above peak rainfall (based on 50 years data) and maximum discharge in the mine and its adjoining area which shall also help in providing adequate retention time period thereby allowing proper settling of sediments/ silt material. The sedimentation pits/ sumps shall be constructed at the corners of the garland drains. [529, 1614, 979, 1667]
list-item [993, 317, 1467, 327]
list-item-number: 17. [6, 1289, 18, 1300]
air-quality-list [509, 333, 979, 491]
list-item [6, 1138, 494, 1169]
oipr-number: OIPR-30005/11/0115/2021 [993, 1786, 1095, 1797]
list-item [509, 1668, 979, 1720]
list-item-text: Industrial waste water (workshop and waste water from the mine) should be properly collected and treated so as to conform to the notified standards prescribed from time to time. The standards shall be prescribed through Consent to Operate (CTO) issued by concerned State Pollution Control Board (SPCB). The workshop effluent shall be treated after its initial passage through Oil and grease trap. [529, 930, 979, 972]
mining-plan-list [509, 1151, 979, 1341]
list-item-number: (ii) [509, 558, 519, 569]
list-item [509, 931, 979, 973]
reference-number: Ref. No. 9785/SEIAA [393, 266, 494, 279]
list-item-number: (vii) [993, 1550, 1007, 1561]
list-item [6, 1171, 494, 1192]
list-item-number: (vi) [993, 1518, 1005, 1529]
list-item-text: The Project Proponent shall get the Final Mine Closure Plan along with Financial Assurance approved from Indian Bureau of Mines/Department of Mining & Geology as required under the Provision of the MMDR Act, 1957 and Rules/ Guidelines made there under. A copy of approved final mine closure plan shall be submitted within 2 months of the approval of the same from the competent authority to the concerned Regional Office of the Ministry of Environment, Forest and Climate Change for record and verification. [529, 1236, 979, 1288]
list-item-number: (v) [6, 1752, 17, 1763]
address-block [6, 296, 494, 348]
list-item-number: 11. [6, 979, 18, 989]
list-item [993, 1340, 1467, 1361]
miscellaneous-list [993, 1375, 1467, 1604]
list-item [993, 1219, 1467, 1240]
list-item [993, 1254, 1467, 1306]
list-item-number: (xiv) [509, 287, 526, 298]
water-quality-heading: (III) Water quality monitoring and preservation [509, 492, 719, 504]
cer-list [993, 1254, 1467, 1361]
noise-heading: (IV) Noise and vibration monitoring and prevention [509, 996, 741, 1008]
list-item [509, 1290, 979, 1342]
list-item-text: The Project Proponent shall undertake regular monitoring of natural water course/ water resources/ springs and perennial nallahs existing/ flowing in and around the mine lease and maintain its records. Project proponent shall undertake regular monitoring of water quality upstream and downstream of water bodies passing within and nearby/adjacent to the mine lease and maintain its records. Sufficient number of gullies shall be provided at appropriate places within the lease for management of water. PP shall carryout regular monitoring w.r.t. pH and included the same in monitoring plan. The parameters to be monitored shall include their water quality vis-a-vis suitability for usage as per CPCB criteria and flow rate. It shall be ensured that no obstruction and/ or alteration be made to water bodies during mining operations without justification and prior approval of MoEF&CC / SEIAA, Odisha. The monitoring of water courses/ bodies existing in lease area shall be carried out four times in a year viz. pre-monsoon (April-May), monsoon (August), post-monsoon (November) and winter (January) and the record of monitored data may be sent regularly to Ministry of Environment, Forest and Climate Change and its Regional Office, SEIAA, Odisha, Central Ground Water Authority and Regional Director, Central Ground Water Board, State Pollution Control Board and Central Pollution Control Board. Clearly showing the trend analysis on six-monthly basis. [529, 697, 979, 833]
list-item [993, 825, 1467, 950]
list-item-text: Ambient Air Quality (AAQ) monitoring locations were set up in the study area. The water quality samples were collected from twelve (12) locations. The air &water quality meets norms specified by CPCB. Noise monitoring has been carried out at 8 locations. Ambient noise levels are within the norm. The soil samples were collected from six (6) locations during the monitoring season for physio-chemical analysis. Overall the soil in the area is suitable for Plant growth. [26, 1193, 494, 1235]
statutory-list-part-2 [509, 26, 979, 319]
list-item-text: The activities proposed in Action plan prepared for addressing the issues raised during the Public Hearing shall be completed as per the budgetary provisions mentioned in the Action Plan and within the stipulated time frame. The Status Report on implementation of Action Plan shall be submitted to the concerned Regional Office of the Ministry along with District Administration. [1013, 1132, 1467, 1174]
list-item-number: (ii) [993, 395, 1003, 406]
list-item-number: (i) [993, 341, 1001, 352]
list-item-text: The Corporate Environment Responsibility (CER) applicable for the proposed project is @1.0% of the Capital Investment (Rs. 20.00 crore). The CER is estimated to be Rs.20 lakhs and however OMC has decided to spend Rs. 65.0 lakhs will be spent over the period of 5 years of the project life for implementation of the activities of CER. The amount will be spent separately as CER over and above CSR. [26, 1386, 494, 1428]
list-item [993, 1679, 1467, 1689]
list-item-number: 22. [6, 1505, 18, 1516]
list-item [509, 179, 979, 200]
